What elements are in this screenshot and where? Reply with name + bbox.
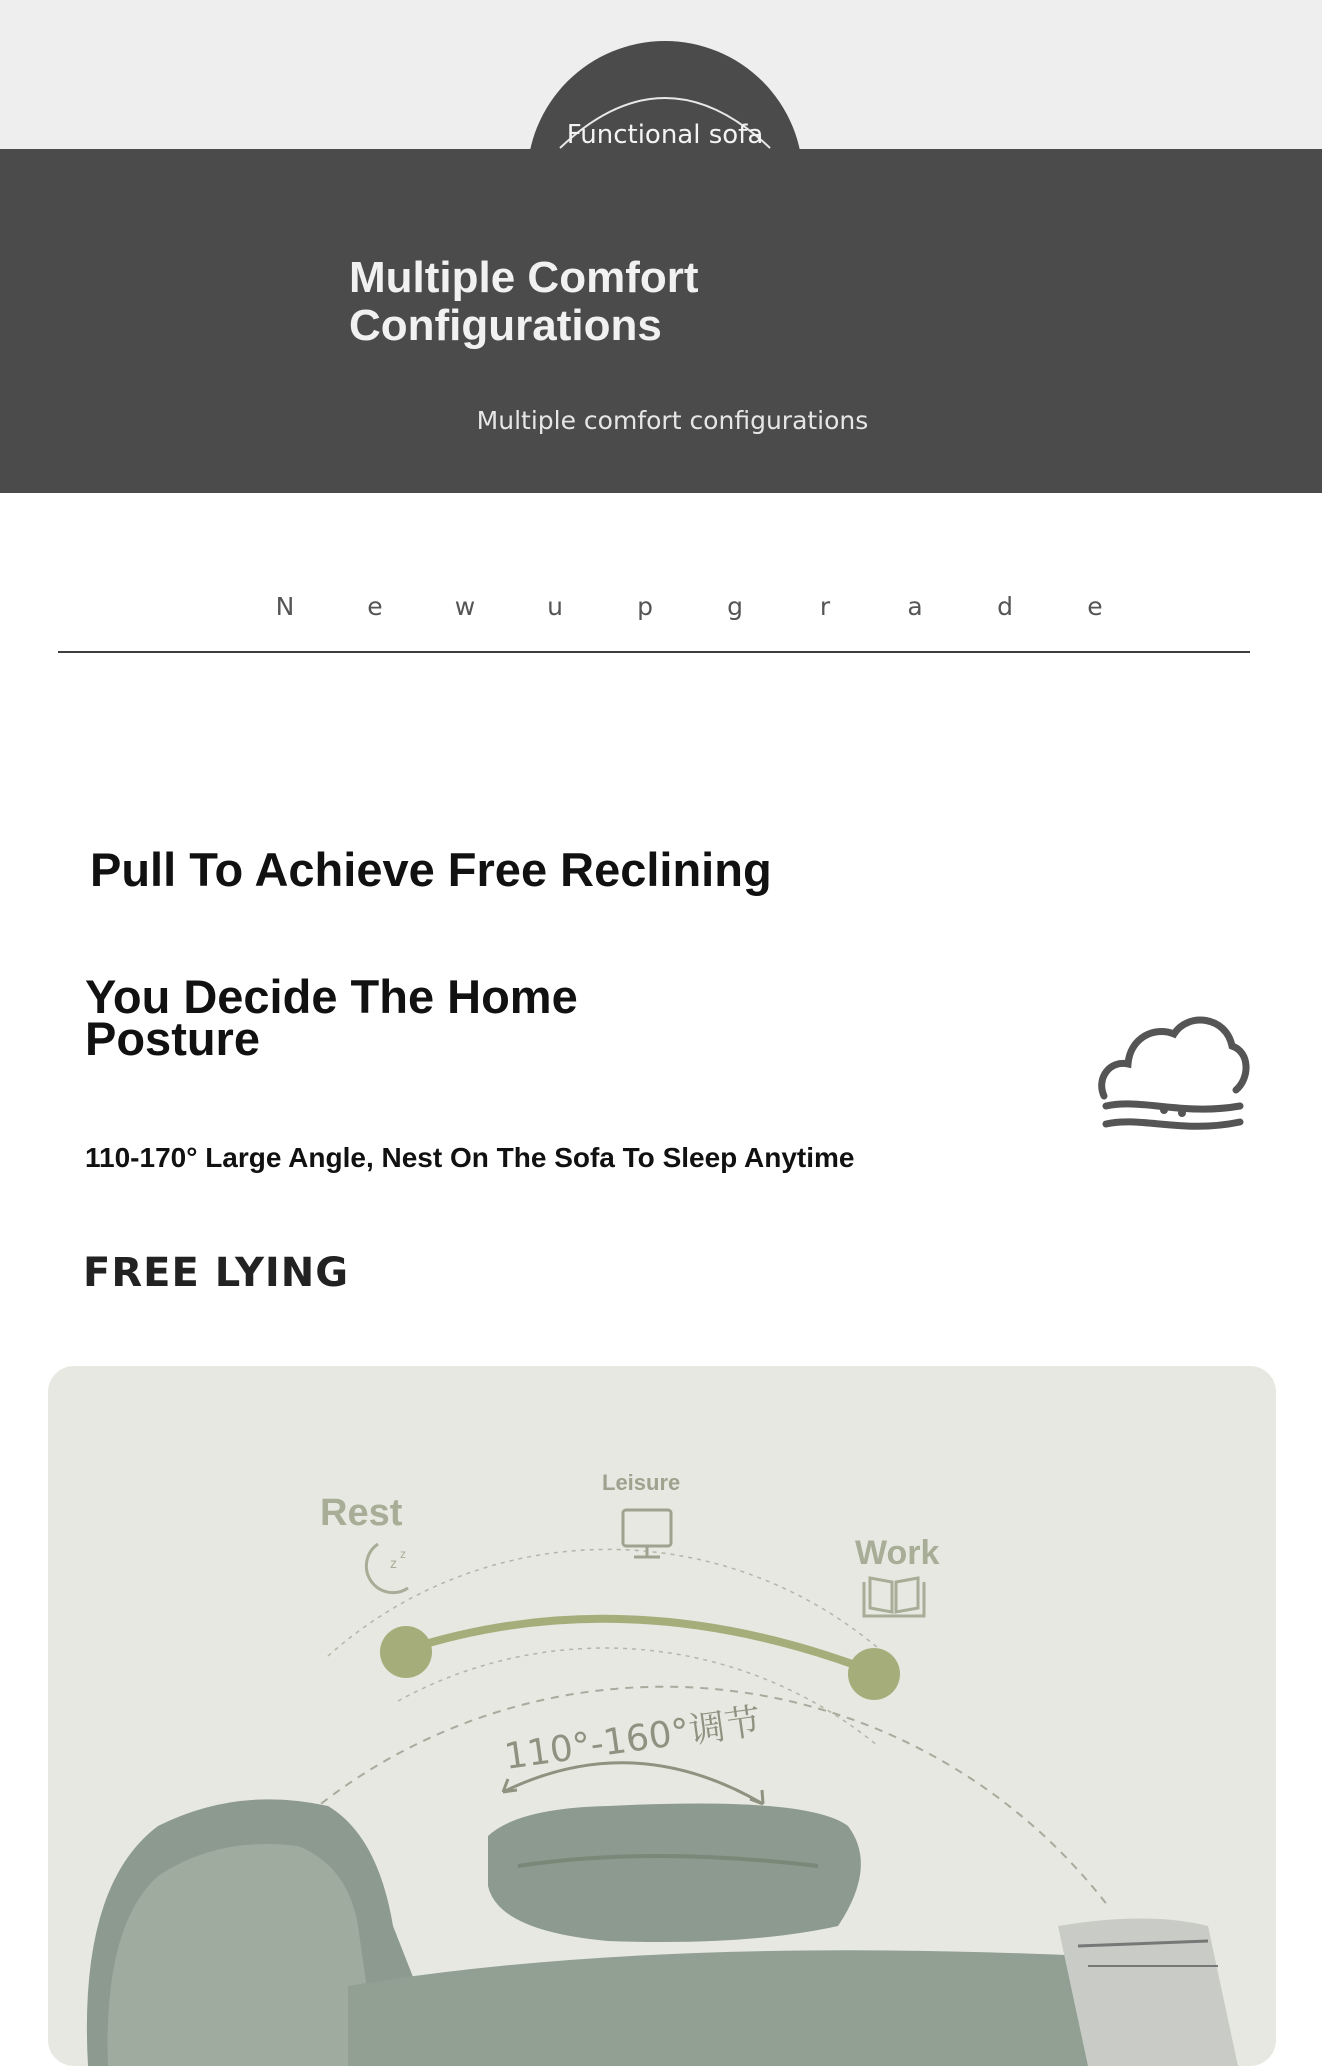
rest-knob [380, 1626, 432, 1678]
letter: d [997, 592, 1013, 621]
page-subtitle: Multiple comfort configurations [476, 406, 869, 435]
page-title [349, 254, 809, 350]
mode-work-label: Work [855, 1534, 940, 1572]
feature-headline-line1: You Decide The Home [85, 970, 578, 1023]
feature-tag: FREE LYING [83, 1250, 350, 1296]
mode-leisure-label: Leisure [602, 1470, 681, 1495]
work-knob [848, 1648, 900, 1700]
feature-headline-line2: Posture [85, 1012, 260, 1065]
letter: e [367, 592, 383, 621]
mode-rest-label: Rest [320, 1492, 403, 1534]
page-title-line2: Configurations [349, 301, 662, 350]
sofa-image [87, 1799, 1238, 2066]
moon-zz-icon [366, 1544, 408, 1593]
letter: u [547, 592, 563, 621]
letter: e [1087, 592, 1103, 621]
svg-text:z: z [390, 1555, 397, 1571]
feature-heading: Pull To Achieve Free Reclining [90, 843, 772, 896]
cloud-icon [1092, 1012, 1252, 1142]
badge-label: Functional sofa [566, 120, 764, 150]
new-upgrade-label [240, 592, 1140, 621]
monitor-icon [623, 1510, 671, 1557]
letter: g [727, 592, 743, 621]
letter: N [275, 592, 295, 621]
letter: p [637, 592, 653, 621]
divider [58, 651, 1250, 653]
angle-label: 110°-160°调节 [501, 1701, 764, 1778]
svg-text:z: z [400, 1547, 406, 1561]
book-icon [864, 1578, 924, 1616]
letter: w [454, 592, 476, 621]
letter: a [907, 592, 923, 621]
letter: r [819, 592, 831, 621]
product-panel [48, 1366, 1276, 2066]
feature-detail: 110-170° Large Angle, Nest On The Sofa To Sleep Anytime [85, 1142, 855, 1173]
page-title-line1: Multiple Comfort [349, 253, 699, 302]
feature-headline [85, 970, 685, 1065]
